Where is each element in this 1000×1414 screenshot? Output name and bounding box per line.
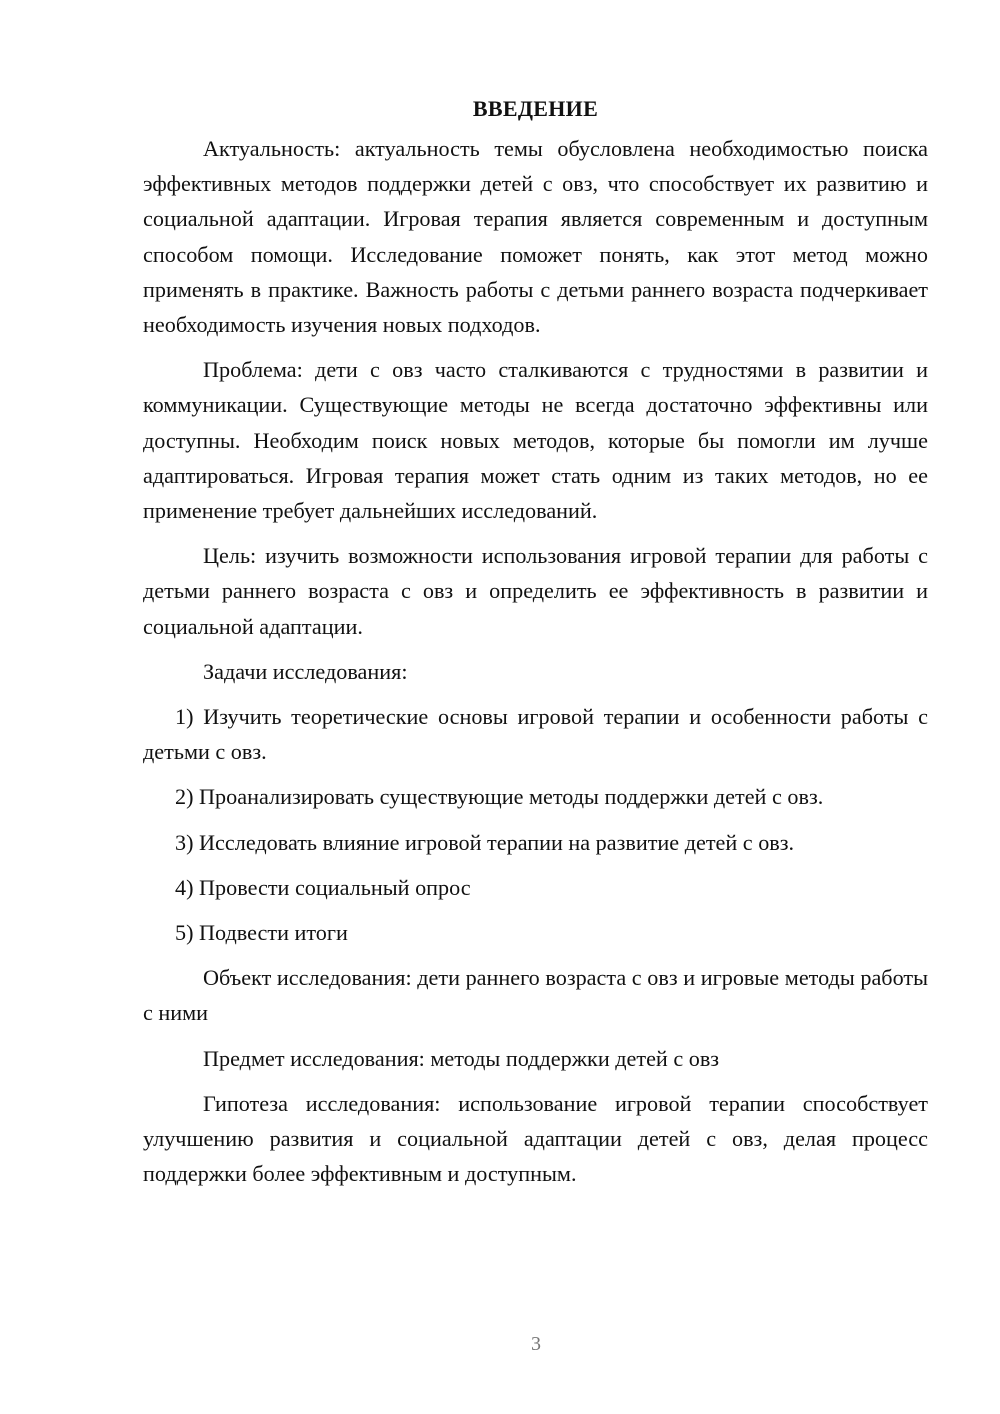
task-item-5: 5) Подвести итоги [175,920,348,946]
task-item-2: 2) Проанализировать существующие методы поддержки детей с овз. [175,784,824,810]
goal-paragraph: Цель: изучить возможности использования игровой терапии для работы с детьми раннего возраста с овз и определить ее эффективность в развитии и социальной адаптации. [143,543,928,639]
section-title: ВВЕДЕНИЕ [472,96,599,121]
problem-paragraph: Проблема: дети с овз часто сталкиваются с трудностями в развитии и коммуникации. Существующие методы не всегда достаточно эффективны или доступны. Необходим поиск новых методов, которые бы помогли им лучше адаптироваться. Игровая терапия может стать одним из таких методов, но ее применение требует дальнейших исследований. [143,357,928,524]
relevance-paragraph: Актуальность: актуальность темы обусловлена необходимостью поиска эффективных методов поддержки детей с овз, что способствует их развитию и социальной адаптации. Игровая терапия является современным и доступным способом помощи. Исследование поможет понять, как этот метод можно применять в практике. Важность работы с детьми раннего возраста подчеркивает необходимость изучения новых подходов. [143,136,928,338]
hypothesis-paragraph: Гипотеза исследования: использование игровой терапии способствует улучшению развития и социальной адаптации детей с овз, делая процесс поддержки более эффективным и доступным. [143,1090,928,1187]
object-paragraph: Объект исследования: дети раннего возраста с овз и игровые методы работы с ними [143,965,928,1026]
subject-paragraph: Предмет исследования: методы поддержки детей с овз [203,1045,720,1071]
tasks-heading: Задачи исследования: [203,658,408,684]
task-item-1: 1) Изучить теоретические основы игровой терапии и особенности работы с детьми с овз. [143,704,928,765]
document-page [143,93,928,1201]
task-item-4: 4) Провести социальный опрос [175,874,471,900]
task-item-3: 3) Исследовать влияние игровой терапии на развитие детей с овз. [175,829,795,855]
page-number: 3 [531,1333,541,1355]
